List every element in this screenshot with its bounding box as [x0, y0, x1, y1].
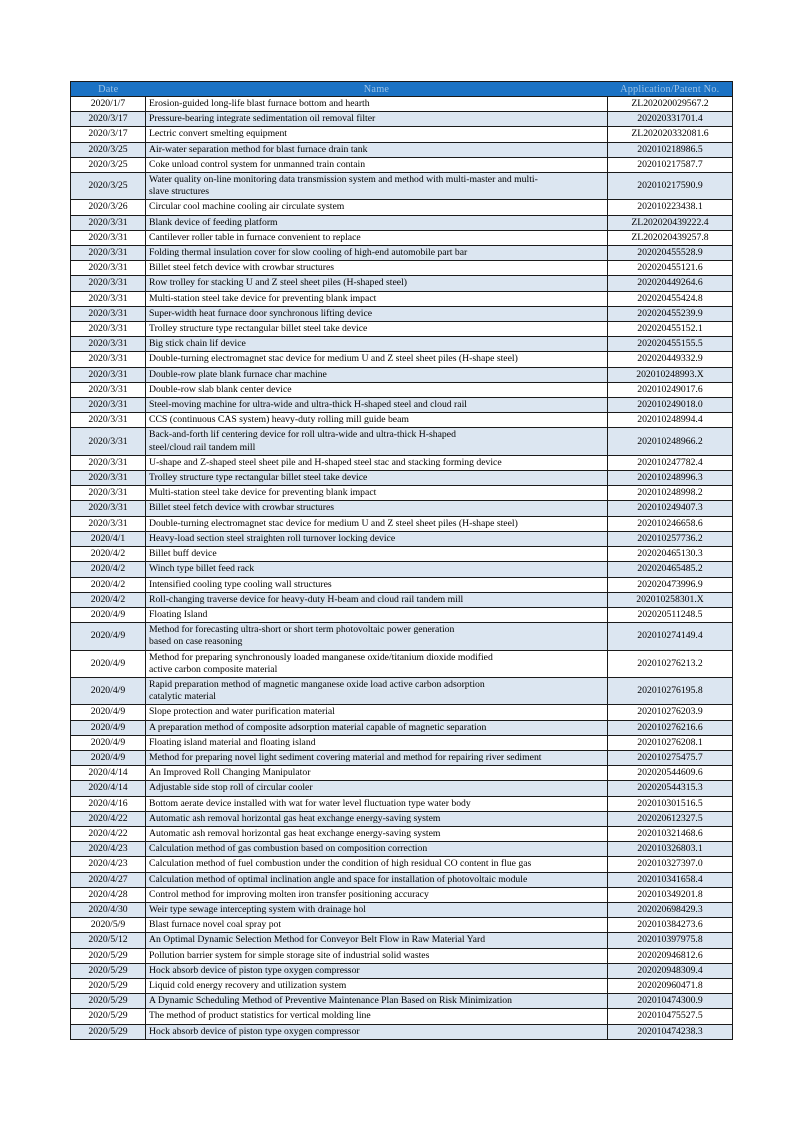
date-cell: 2020/5/29: [71, 963, 146, 978]
date-cell: 2020/4/22: [71, 811, 146, 826]
date-cell: 2020/5/29: [71, 1024, 146, 1039]
application-no-cell: 202020473996.9: [608, 577, 733, 592]
table-row: [71, 994, 733, 1009]
application-no-cell: 202020948309.4: [608, 963, 733, 978]
name-cell: U-shape and Z-shaped steel sheet pile and H-shaped steel stac and stacking forming device: [146, 455, 608, 470]
name-cell: Heavy-load section steel straighten roll turnover locking device: [146, 531, 608, 546]
table-row: [71, 750, 733, 765]
date-cell: 2020/5/29: [71, 1009, 146, 1024]
table-row: [71, 531, 733, 546]
date-cell: 2020/3/25: [71, 157, 146, 172]
date-cell: 2020/5/12: [71, 933, 146, 948]
application-no-cell: 202020449332.9: [608, 352, 733, 367]
date-cell: 2020/3/25: [71, 142, 146, 157]
name-cell: Pollution barrier system for simple storage site of industrial solid wastes: [146, 948, 608, 963]
date-cell: 2020/3/31: [71, 471, 146, 486]
table-row: [71, 306, 733, 321]
date-cell: 2020/3/26: [71, 200, 146, 215]
name-cell: Double-turning electromagnet stac device for medium U and Z steel sheet piles (H-shape steel): [146, 352, 608, 367]
application-no-cell: 202010327397.0: [608, 857, 733, 872]
date-cell: 2020/3/31: [71, 382, 146, 397]
table-row: [71, 735, 733, 750]
date-cell: 2020/5/9: [71, 918, 146, 933]
application-no-cell: 202020698429.3: [608, 902, 733, 917]
table-row: [71, 607, 733, 622]
application-no-cell: ZL202020029567.2: [608, 97, 733, 112]
date-cell: 2020/4/2: [71, 547, 146, 562]
name-cell: Double-row slab blank center device: [146, 382, 608, 397]
application-no-cell: 202020511248.5: [608, 607, 733, 622]
date-cell: 2020/5/29: [71, 978, 146, 993]
application-no-cell: 202010474300.9: [608, 994, 733, 1009]
table-row: [71, 471, 733, 486]
column-header-application-no: Application/Patent No.: [608, 82, 733, 97]
application-no-cell: 202010301516.5: [608, 796, 733, 811]
date-cell: 2020/1/7: [71, 97, 146, 112]
table-row: [71, 501, 733, 516]
application-no-cell: 202010349201.8: [608, 887, 733, 902]
name-cell: Billet buff device: [146, 547, 608, 562]
date-cell: 2020/4/9: [71, 623, 146, 650]
table-row: [71, 857, 733, 872]
date-cell: 2020/4/28: [71, 887, 146, 902]
application-no-cell: 202020449264.6: [608, 276, 733, 291]
name-cell: Back-and-forth lif centering device for roll ultra-wide and ultra-thick H-shaped steel/cloud rail tandem mill: [146, 428, 608, 455]
column-header-date: Date: [71, 82, 146, 97]
date-cell: 2020/5/29: [71, 994, 146, 1009]
application-no-cell: 202020544609.6: [608, 766, 733, 781]
date-cell: 2020/3/31: [71, 367, 146, 382]
application-no-cell: 202010474238.3: [608, 1024, 733, 1039]
date-cell: 2020/4/9: [71, 607, 146, 622]
table-row: [71, 352, 733, 367]
date-cell: 2020/3/31: [71, 501, 146, 516]
date-cell: 2020/3/31: [71, 516, 146, 531]
name-cell: Trolley structure type rectangular billet steel take device: [146, 322, 608, 337]
date-cell: 2020/4/9: [71, 650, 146, 677]
application-no-cell: 202010276216.6: [608, 720, 733, 735]
date-cell: 2020/3/31: [71, 276, 146, 291]
application-no-cell: 202010247782.4: [608, 455, 733, 470]
date-cell: 2020/4/2: [71, 592, 146, 607]
table-row: [71, 887, 733, 902]
application-no-cell: 202020455155.5: [608, 337, 733, 352]
application-no-cell: ZL202020439257.8: [608, 230, 733, 245]
name-cell: Erosion-guided long-life blast furnace bottom and hearth: [146, 97, 608, 112]
application-no-cell: 202020465130.3: [608, 547, 733, 562]
date-cell: 2020/3/31: [71, 486, 146, 501]
table-row: [71, 902, 733, 917]
table-row: [71, 291, 733, 306]
application-no-cell: 202010475527.5: [608, 1009, 733, 1024]
table-row: [71, 455, 733, 470]
table-row: [71, 382, 733, 397]
application-no-cell: 202020455528.9: [608, 246, 733, 261]
name-cell: Steel-moving machine for ultra-wide and ultra-thick H-shaped steel and cloud rail: [146, 398, 608, 413]
table-row: [71, 261, 733, 276]
date-cell: 2020/3/31: [71, 455, 146, 470]
patent-table-body: [71, 97, 733, 1040]
date-cell: 2020/3/17: [71, 112, 146, 127]
date-cell: 2020/4/23: [71, 857, 146, 872]
date-cell: 2020/3/17: [71, 127, 146, 142]
application-no-cell: 202010218986.5: [608, 142, 733, 157]
table-row: [71, 157, 733, 172]
date-cell: 2020/3/31: [71, 413, 146, 428]
application-no-cell: 202010276213.2: [608, 650, 733, 677]
table-row: [71, 322, 733, 337]
name-cell: Super-width heat furnace door synchronous lifting device: [146, 306, 608, 321]
name-cell: Floating island material and floating island: [146, 735, 608, 750]
name-cell: Calculation method of optimal inclination angle and space for installation of photovoltaic module: [146, 872, 608, 887]
date-cell: 2020/3/25: [71, 173, 146, 200]
table-row: [71, 826, 733, 841]
table-row: [71, 127, 733, 142]
application-no-cell: 202010384273.6: [608, 918, 733, 933]
table-row: [71, 367, 733, 382]
table-row: [71, 246, 733, 261]
date-cell: 2020/4/22: [71, 826, 146, 841]
name-cell: An Improved Roll Changing Manipulator: [146, 766, 608, 781]
table-row: [71, 97, 733, 112]
table-row: [71, 1009, 733, 1024]
column-header-name: Name: [146, 82, 608, 97]
table-row: [71, 677, 733, 704]
application-no-cell: 202020465485.2: [608, 562, 733, 577]
name-cell: Air-water separation method for blast furnace drain tank: [146, 142, 608, 157]
table-row: [71, 276, 733, 291]
name-cell: Method for forecasting ultra-short or short term photovoltaic power generation based on case reasoning: [146, 623, 608, 650]
table-row: [71, 200, 733, 215]
name-cell: Cantilever roller table in furnace convenient to replace: [146, 230, 608, 245]
application-no-cell: 202010321468.6: [608, 826, 733, 841]
name-cell: Big stick chain lif device: [146, 337, 608, 352]
application-no-cell: 202010217587.7: [608, 157, 733, 172]
application-no-cell: 202020455424.8: [608, 291, 733, 306]
table-row: [71, 547, 733, 562]
table-row: [71, 918, 733, 933]
application-no-cell: ZL202020332081.6: [608, 127, 733, 142]
application-no-cell: 202010246658.6: [608, 516, 733, 531]
date-cell: 2020/4/2: [71, 577, 146, 592]
application-no-cell: 202010276208.1: [608, 735, 733, 750]
name-cell: Circular cool machine cooling air circulate system: [146, 200, 608, 215]
date-cell: 2020/3/31: [71, 337, 146, 352]
table-row: [71, 650, 733, 677]
table-row: [71, 872, 733, 887]
table-header-row: [71, 82, 733, 97]
application-no-cell: 202010248994.4: [608, 413, 733, 428]
date-cell: 2020/4/30: [71, 902, 146, 917]
name-cell: Winch type billet feed rack: [146, 562, 608, 577]
table-row: [71, 781, 733, 796]
name-cell: Weir type sewage intercepting system with drainage hol: [146, 902, 608, 917]
table-row: [71, 398, 733, 413]
name-cell: Double-row plate blank furnace char machine: [146, 367, 608, 382]
name-cell: Blast furnace novel coal spray pot: [146, 918, 608, 933]
name-cell: Bottom aerate device installed with wat for water level fluctuation type water body: [146, 796, 608, 811]
name-cell: Intensified cooling type cooling wall structures: [146, 577, 608, 592]
name-cell: Multi-station steel take device for preventing blank impact: [146, 486, 608, 501]
table-row: [71, 577, 733, 592]
table-row: [71, 766, 733, 781]
name-cell: Coke unload control system for unmanned train contain: [146, 157, 608, 172]
name-cell: Automatic ash removal horizontal gas heat exchange energy-saving system: [146, 811, 608, 826]
table-row: [71, 486, 733, 501]
application-no-cell: 202020544315.3: [608, 781, 733, 796]
date-cell: 2020/3/31: [71, 246, 146, 261]
application-no-cell: 202010248966.2: [608, 428, 733, 455]
table-row: [71, 796, 733, 811]
date-cell: 2020/4/9: [71, 735, 146, 750]
table-row: [71, 623, 733, 650]
name-cell: Rapid preparation method of magnetic manganese oxide load active carbon adsorption catalytic material: [146, 677, 608, 704]
name-cell: An Optimal Dynamic Selection Method for Conveyor Belt Flow in Raw Material Yard: [146, 933, 608, 948]
name-cell: Hock absorb device of piston type oxygen compressor: [146, 1024, 608, 1039]
date-cell: 2020/5/29: [71, 948, 146, 963]
application-no-cell: 202010249407.3: [608, 501, 733, 516]
name-cell: Method for preparing novel light sediment covering material and method for repairing river sediment: [146, 750, 608, 765]
date-cell: 2020/4/9: [71, 677, 146, 704]
table-row: [71, 112, 733, 127]
application-no-cell: 202010249018.0: [608, 398, 733, 413]
date-cell: 2020/3/31: [71, 322, 146, 337]
application-no-cell: 202010341658.4: [608, 872, 733, 887]
name-cell: Blank device of feeding platform: [146, 215, 608, 230]
table-row: [71, 413, 733, 428]
date-cell: 2020/4/1: [71, 531, 146, 546]
table-row: [71, 978, 733, 993]
date-cell: 2020/3/31: [71, 261, 146, 276]
name-cell: Calculation method of gas combustion based on composition correction: [146, 842, 608, 857]
name-cell: Lectric convert smelting equipment: [146, 127, 608, 142]
application-no-cell: 202010276203.9: [608, 705, 733, 720]
application-no-cell: 202020455152.1: [608, 322, 733, 337]
date-cell: 2020/4/14: [71, 781, 146, 796]
name-cell: Roll-changing traverse device for heavy-duty H-beam and cloud rail tandem mill: [146, 592, 608, 607]
name-cell: Automatic ash removal horizontal gas heat exchange energy-saving system: [146, 826, 608, 841]
date-cell: 2020/4/9: [71, 705, 146, 720]
application-no-cell: 202020455121.6: [608, 261, 733, 276]
table-row: [71, 963, 733, 978]
table-row: [71, 337, 733, 352]
date-cell: 2020/3/31: [71, 215, 146, 230]
date-cell: 2020/3/31: [71, 230, 146, 245]
application-no-cell: 202010257736.2: [608, 531, 733, 546]
application-no-cell: 202020612327.5: [608, 811, 733, 826]
application-no-cell: 202020960471.8: [608, 978, 733, 993]
table-row: [71, 592, 733, 607]
date-cell: 2020/3/31: [71, 291, 146, 306]
name-cell: The method of product statistics for vertical molding line: [146, 1009, 608, 1024]
date-cell: 2020/3/31: [71, 398, 146, 413]
application-no-cell: 202010249017.6: [608, 382, 733, 397]
application-no-cell: 202010276195.8: [608, 677, 733, 704]
application-no-cell: 202010258301.X: [608, 592, 733, 607]
application-no-cell: 202010275475.7: [608, 750, 733, 765]
table-row: [71, 811, 733, 826]
name-cell: Row trolley for stacking U and Z steel sheet piles (H-shaped steel): [146, 276, 608, 291]
application-no-cell: 202010217590.9: [608, 173, 733, 200]
application-no-cell: 202010248998.2: [608, 486, 733, 501]
table-row: [71, 842, 733, 857]
date-cell: 2020/4/16: [71, 796, 146, 811]
name-cell: Control method for improving molten iron transfer positioning accuracy: [146, 887, 608, 902]
application-no-cell: 202020946812.6: [608, 948, 733, 963]
name-cell: Liquid cold energy recovery and utilization system: [146, 978, 608, 993]
name-cell: Trolley structure type rectangular billet steel take device: [146, 471, 608, 486]
date-cell: 2020/4/23: [71, 842, 146, 857]
name-cell: A Dynamic Scheduling Method of Preventive Maintenance Plan Based on Risk Minimization: [146, 994, 608, 1009]
application-no-cell: 202010326803.1: [608, 842, 733, 857]
name-cell: A preparation method of composite adsorption material capable of magnetic separation: [146, 720, 608, 735]
table-row: [71, 562, 733, 577]
name-cell: Floating Island: [146, 607, 608, 622]
application-no-cell: ZL202020439222.4: [608, 215, 733, 230]
name-cell: Double-turning electromagnet stac device for medium U and Z steel sheet piles (H-shape steel): [146, 516, 608, 531]
name-cell: CCS (continuous CAS system) heavy-duty rolling mill guide beam: [146, 413, 608, 428]
table-row: [71, 516, 733, 531]
name-cell: Water quality on-line monitoring data transmission system and method with multi-master and multi- slave structures: [146, 173, 608, 200]
table-row: [71, 720, 733, 735]
patent-table: [70, 81, 733, 1040]
application-no-cell: 202010274149.4: [608, 623, 733, 650]
table-row: [71, 933, 733, 948]
application-no-cell: 202020331701.4: [608, 112, 733, 127]
application-no-cell: 202010223438.1: [608, 200, 733, 215]
date-cell: 2020/3/31: [71, 428, 146, 455]
name-cell: Folding thermal insulation cover for slow cooling of high-end automobile part bar: [146, 246, 608, 261]
table-row: [71, 428, 733, 455]
date-cell: 2020/4/14: [71, 766, 146, 781]
table-row: [71, 173, 733, 200]
name-cell: Billet steel fetch device with crowbar structures: [146, 501, 608, 516]
name-cell: Adjustable side stop roll of circular cooler: [146, 781, 608, 796]
table-row: [71, 948, 733, 963]
table-row: [71, 230, 733, 245]
date-cell: 2020/3/31: [71, 352, 146, 367]
name-cell: Hock absorb device of piston type oxygen compressor: [146, 963, 608, 978]
date-cell: 2020/4/9: [71, 750, 146, 765]
date-cell: 2020/4/27: [71, 872, 146, 887]
application-no-cell: 202010397975.8: [608, 933, 733, 948]
table-row: [71, 215, 733, 230]
application-no-cell: 202010248993.X: [608, 367, 733, 382]
date-cell: 2020/3/31: [71, 306, 146, 321]
date-cell: 2020/4/9: [71, 720, 146, 735]
table-row: [71, 705, 733, 720]
name-cell: Calculation method of fuel combustion under the condition of high residual CO content in flue gas: [146, 857, 608, 872]
name-cell: Billet steel fetch device with crowbar structures: [146, 261, 608, 276]
name-cell: Pressure-bearing integrate sedimentation oil removal filter: [146, 112, 608, 127]
table-row: [71, 142, 733, 157]
name-cell: Multi-station steel take device for preventing blank impact: [146, 291, 608, 306]
application-no-cell: 202020455239.9: [608, 306, 733, 321]
date-cell: 2020/4/2: [71, 562, 146, 577]
name-cell: Method for preparing synchronously loaded manganese oxide/titanium dioxide modified active carbon composite material: [146, 650, 608, 677]
application-no-cell: 202010248996.3: [608, 471, 733, 486]
name-cell: Slope protection and water purification material: [146, 705, 608, 720]
table-row: [71, 1024, 733, 1039]
